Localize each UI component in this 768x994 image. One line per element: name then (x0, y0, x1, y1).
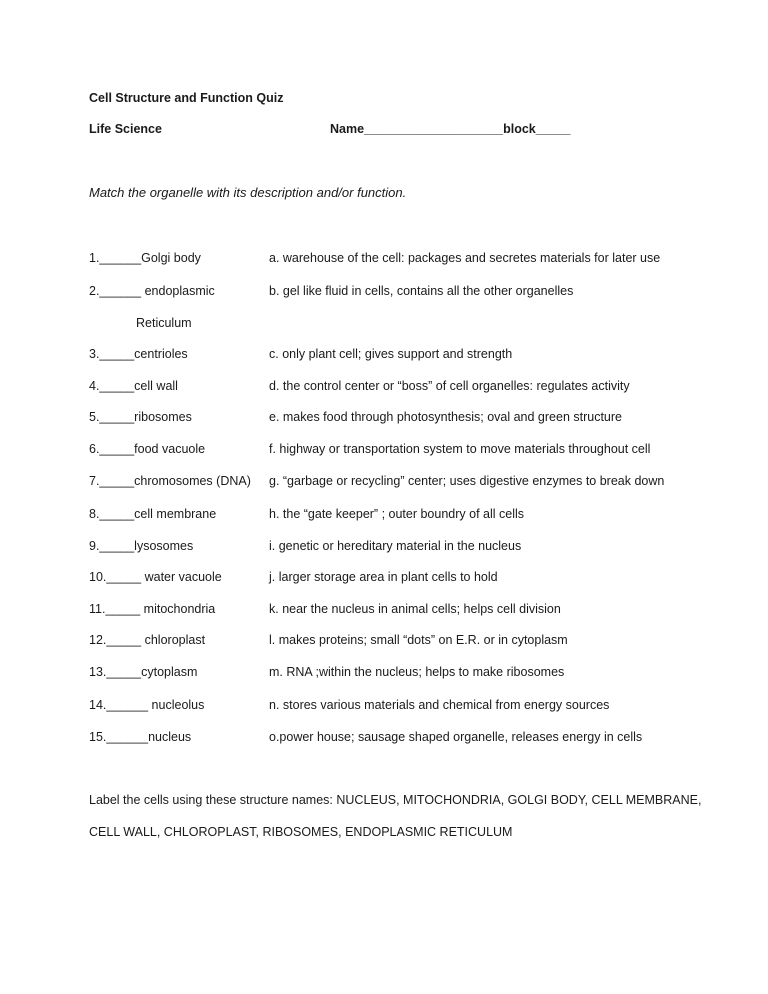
answer-description: n. stores various materials and chemical from energy sources (269, 698, 610, 712)
question-term[interactable]: 7._____chromosomes (DNA) (89, 474, 251, 488)
answer-description: h. the “gate keeper” ; outer boundry of all cells (269, 507, 525, 521)
answer-description: b. gel like fluid in cells, contains all the other organelles (269, 284, 574, 298)
question-term[interactable]: 6._____food vacuole (89, 442, 206, 456)
question-term[interactable]: 12._____ chloroplast (89, 633, 206, 647)
answer-description: d. the control center or “boss” of cell organelles: regulates activity (269, 379, 630, 393)
answer-description: m. RNA ;within the nucleus; helps to make ribosomes (269, 665, 565, 679)
question-term[interactable]: 11._____ mitochondria (89, 602, 216, 616)
matching-instructions: Match the organelle with its description and/or function. (89, 185, 407, 200)
question-term[interactable]: 10._____ water vacuole (89, 570, 222, 584)
answer-description: e. makes food through photosynthesis; oval and green structure (269, 410, 622, 424)
question-term[interactable]: 14.______ nucleolus (89, 698, 205, 712)
answer-description: i. genetic or hereditary material in the nucleus (269, 539, 522, 553)
question-term-continued: Reticulum (136, 316, 192, 330)
answer-description: o.power house; sausage shaped organelle, releases energy in cells (269, 730, 643, 744)
answer-description: a. warehouse of the cell: packages and secretes materials for later use (269, 251, 661, 265)
question-term[interactable]: 8._____cell membrane (89, 507, 217, 521)
question-term[interactable]: 13._____cytoplasm (89, 665, 198, 679)
subject-label: Life Science (89, 122, 162, 136)
answer-description: f. highway or transportation system to move materials throughout cell (269, 442, 651, 456)
answer-description: k. near the nucleus in animal cells; helps cell division (269, 602, 561, 616)
question-term[interactable]: 15.______nucleus (89, 730, 192, 744)
question-term[interactable]: 4._____cell wall (89, 379, 178, 393)
answer-description: g. “garbage or recycling” center; uses digestive enzymes to break down (269, 474, 665, 488)
question-term[interactable]: 5._____ribosomes (89, 410, 192, 424)
name-block-field[interactable]: Name____________________block_____ (330, 122, 571, 136)
label-instructions-line1: Label the cells using these structure names: NUCLEUS, MITOCHONDRIA, GOLGI BODY, CELL MEMBRANE, (89, 793, 702, 807)
question-term[interactable]: 3._____centrioles (89, 347, 188, 361)
answer-description: c. only plant cell; gives support and strength (269, 347, 513, 361)
answer-description: l. makes proteins; small “dots” on E.R. or in cytoplasm (269, 633, 568, 647)
question-term[interactable]: 9._____lysosomes (89, 539, 194, 553)
question-term[interactable]: 1.______Golgi body (89, 251, 201, 265)
question-term[interactable]: 2.______ endoplasmic (89, 284, 215, 298)
answer-description: j. larger storage area in plant cells to hold (269, 570, 498, 584)
quiz-title: Cell Structure and Function Quiz (89, 91, 284, 105)
label-instructions-line2: CELL WALL, CHLOROPLAST, RIBOSOMES, ENDOPLASMIC RETICULUM (89, 825, 513, 839)
